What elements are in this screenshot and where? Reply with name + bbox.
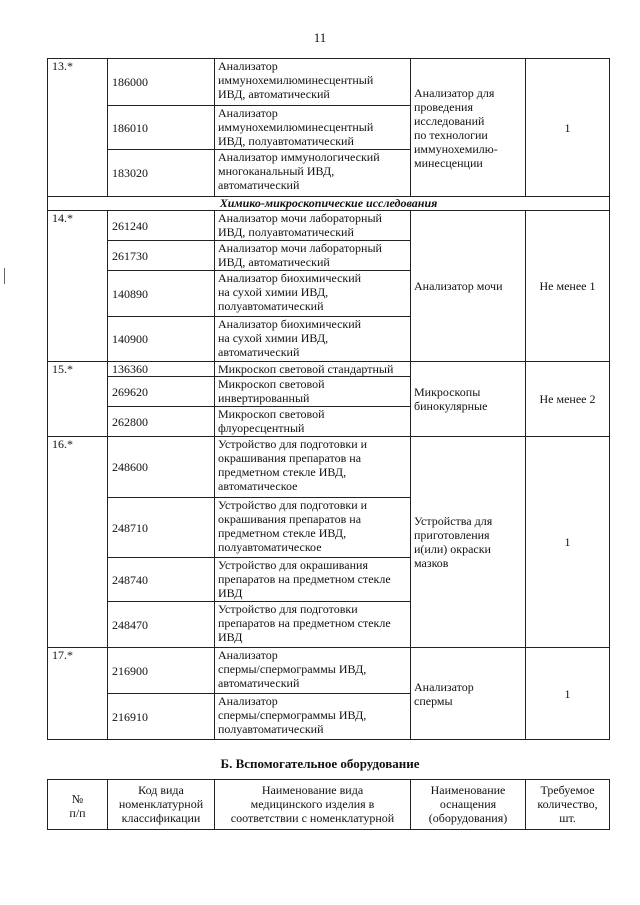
name-cell: Анализатор мочи лабораторный ИВД, полуавтоматический bbox=[215, 211, 411, 241]
margin-mark bbox=[4, 268, 5, 284]
header-code: Код вида номенклатурной классификации bbox=[108, 780, 215, 830]
section-title: Химико-микроскопические исследования bbox=[48, 197, 610, 211]
code-cell: 261730 bbox=[108, 241, 215, 271]
code-cell: 140890 bbox=[108, 271, 215, 317]
table-row bbox=[48, 362, 610, 377]
equipment-cell: Устройства для приготовления и(или) окраски мазков bbox=[411, 437, 526, 648]
quantity-cell: 1 bbox=[526, 648, 610, 740]
table-row bbox=[48, 648, 610, 694]
code-cell: 248740 bbox=[108, 558, 215, 602]
code-cell: 248470 bbox=[108, 602, 215, 648]
code-cell: 269620 bbox=[108, 377, 215, 407]
section-row bbox=[48, 197, 610, 211]
name-cell: Анализатор спермы/спермограммы ИВД, автоматический bbox=[215, 648, 411, 694]
name-cell: Анализатор иммунохемилюминесцентный ИВД, автоматический bbox=[215, 59, 411, 106]
name-cell: Устройство для окрашивания препаратов на предметном стекле ИВД bbox=[215, 558, 411, 602]
header-equipment: Наименование оснащения (оборудования) bbox=[411, 780, 526, 830]
equipment-cell: Анализатор спермы bbox=[411, 648, 526, 740]
row-number: 15.* bbox=[48, 362, 108, 437]
row-number: 17.* bbox=[48, 648, 108, 740]
equipment-table bbox=[47, 58, 610, 740]
code-cell: 186010 bbox=[108, 106, 215, 150]
equipment-cell: Микроскопы бинокулярные bbox=[411, 362, 526, 437]
row-number: 13.* bbox=[48, 59, 108, 197]
name-cell: Устройство для подготовки препаратов на предметном стекле ИВД bbox=[215, 602, 411, 648]
name-cell: Микроскоп световой инвертированный bbox=[215, 377, 411, 407]
header-num: № п/п bbox=[48, 780, 108, 830]
code-cell: 216910 bbox=[108, 694, 215, 740]
code-cell: 262800 bbox=[108, 407, 215, 437]
table-row bbox=[48, 59, 610, 106]
row-number: 14.* bbox=[48, 211, 108, 362]
code-cell: 186000 bbox=[108, 59, 215, 106]
name-cell: Анализатор биохимический на сухой химии ИВД, полуавтоматический bbox=[215, 271, 411, 317]
quantity-cell: 1 bbox=[526, 437, 610, 648]
name-cell: Анализатор спермы/спермограммы ИВД, полуавтоматический bbox=[215, 694, 411, 740]
name-cell: Анализатор иммунохемилюминесцентный ИВД, полуавтоматический bbox=[215, 106, 411, 150]
quantity-cell: Не менее 1 bbox=[526, 211, 610, 362]
quantity-cell: Не менее 2 bbox=[526, 362, 610, 437]
code-cell: 140900 bbox=[108, 317, 215, 362]
name-cell: Анализатор биохимический на сухой химии ИВД, автоматический bbox=[215, 317, 411, 362]
code-cell: 216900 bbox=[108, 648, 215, 694]
code-cell: 248710 bbox=[108, 498, 215, 558]
code-cell: 136360 bbox=[108, 362, 215, 377]
name-cell: Анализатор мочи лабораторный ИВД, автоматический bbox=[215, 241, 411, 271]
name-cell: Микроскоп световой флуоресцентный bbox=[215, 407, 411, 437]
auxiliary-equipment-table-header bbox=[47, 779, 610, 830]
name-cell: Анализатор иммунологический многоканальный ИВД, автоматический bbox=[215, 150, 411, 197]
equipment-cell: Анализатор для проведения исследований по технологии иммунохемилю- минесценции bbox=[411, 59, 526, 197]
row-number: 16.* bbox=[48, 437, 108, 648]
header-row bbox=[48, 780, 610, 830]
name-cell: Микроскоп световой стандартный bbox=[215, 362, 411, 377]
name-cell: Устройство для подготовки и окрашивания препаратов на предметном стекле ИВД, автоматическое bbox=[215, 437, 411, 498]
subsection-title: Б. Вспомогательное оборудование bbox=[220, 756, 420, 771]
header-name: Наименование вида медицинского изделия в соответствии с номенклатурной bbox=[215, 780, 411, 830]
quantity-cell: 1 bbox=[526, 59, 610, 197]
header-quantity: Требуемое количество, шт. bbox=[526, 780, 610, 830]
code-cell: 261240 bbox=[108, 211, 215, 241]
page-number: 11 bbox=[313, 30, 327, 45]
equipment-cell: Анализатор мочи bbox=[411, 211, 526, 362]
table-row bbox=[48, 437, 610, 498]
code-cell: 248600 bbox=[108, 437, 215, 498]
name-cell: Устройство для подготовки и окрашивания препаратов на предметном стекле ИВД, полуавтоматическое bbox=[215, 498, 411, 558]
code-cell: 183020 bbox=[108, 150, 215, 197]
table-row bbox=[48, 211, 610, 241]
